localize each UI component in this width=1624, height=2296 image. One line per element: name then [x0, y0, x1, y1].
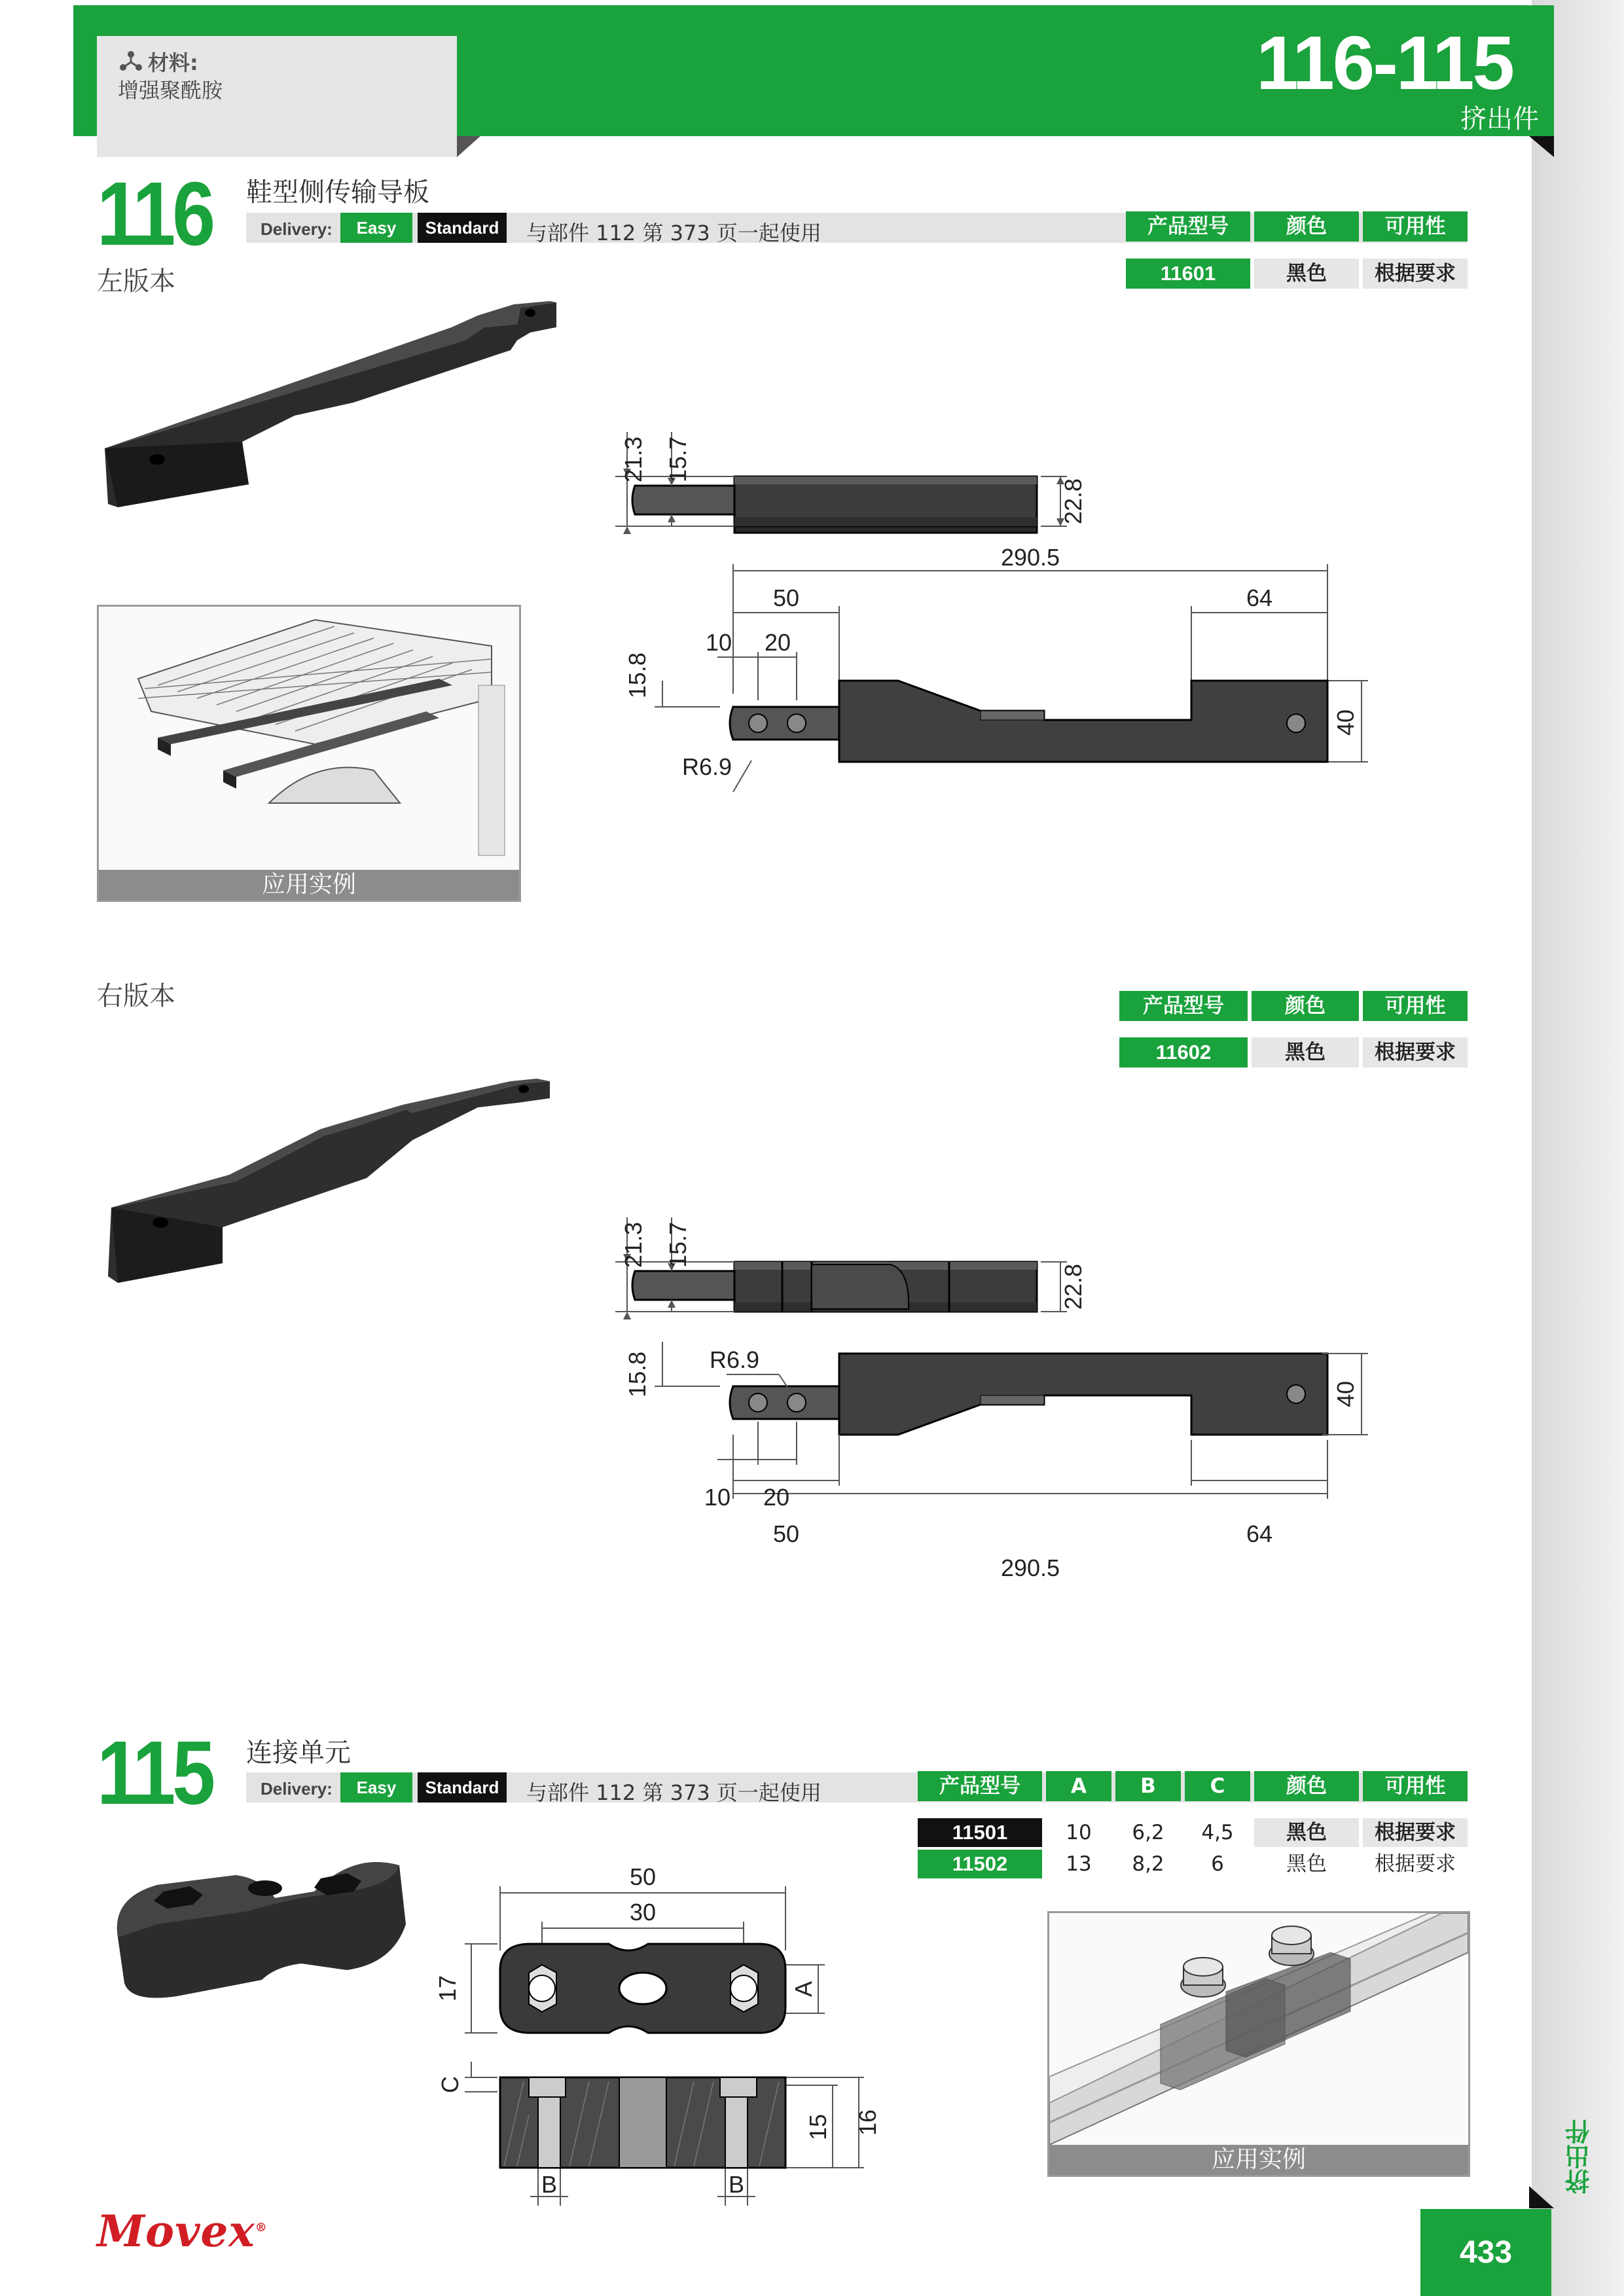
delivery-label: Delivery:	[261, 219, 333, 239]
product-title-115: 连接单元	[246, 1738, 351, 1768]
table115-row2-availability: 根据要求	[1375, 1852, 1456, 1876]
dim-50: 50	[772, 584, 800, 611]
usage-note: 与部件 112 第 373 页一起使用	[526, 221, 821, 245]
application-example-left	[97, 605, 521, 902]
dim115-b-left: B	[541, 2171, 558, 2198]
table-cell-availability: 根据要求	[1363, 259, 1468, 289]
table-cell-availability-right: 根据要求	[1363, 1037, 1468, 1067]
application-example-115	[1047, 1911, 1470, 2177]
material-label: 材料:	[148, 50, 198, 75]
dim-10-right: 10	[704, 1484, 731, 1511]
brand-name: Movex	[97, 2206, 255, 2257]
table115-row1-availability: 根据要求	[1363, 1818, 1468, 1847]
right-sidebar	[1532, 0, 1624, 2296]
dim-15-8: 15.8	[624, 652, 651, 699]
application-illustration-left	[99, 607, 519, 869]
series-title: 116-115	[1256, 20, 1513, 105]
table115-row2-color: 黑色	[1286, 1852, 1327, 1876]
dim115-b-right: B	[728, 2171, 745, 2198]
dim-290-5-right: 290.5	[1000, 1554, 1060, 1581]
application-illustration-115	[1049, 1913, 1468, 2145]
table-header-color: 颜色	[1254, 211, 1359, 242]
table-cell-code-right: 11602	[1119, 1037, 1248, 1067]
delivery-label-115: Delivery:	[261, 1779, 333, 1799]
dim115-17: 17	[434, 1975, 461, 2002]
table115-header-code: 产品型号	[918, 1771, 1042, 1801]
table115-row1-b: 6,2	[1132, 1821, 1164, 1844]
material-box	[97, 36, 457, 157]
dim-64-right: 64	[1246, 1520, 1273, 1547]
product-photo-115	[105, 1839, 412, 2036]
dim-22-8-right: 22.8	[1060, 1263, 1087, 1310]
dim-15-7: 15.7	[664, 436, 691, 483]
table115-row1-color: 黑色	[1254, 1818, 1359, 1847]
product-photo-right	[105, 1067, 563, 1289]
right-version-label: 右版本	[97, 981, 175, 1011]
product-number-115: 115	[97, 1723, 212, 1823]
usage-note-115: 与部件 112 第 373 页一起使用	[526, 1780, 821, 1805]
page-number: 433	[1420, 2209, 1551, 2296]
dim115-30: 30	[629, 1899, 657, 1926]
table115-row1-a: 10	[1066, 1821, 1092, 1844]
table-header-availability-right: 可用性	[1363, 991, 1468, 1021]
dim-21-3: 21.3	[620, 436, 647, 483]
drawing-left-side-view	[615, 393, 1401, 798]
left-version-label: 左版本	[97, 266, 175, 296]
dim-r6-9: R6.9	[681, 753, 732, 780]
dim-10: 10	[705, 629, 732, 656]
table115-header-b: B	[1115, 1771, 1181, 1801]
table115-row1-c: 4,5	[1201, 1821, 1234, 1844]
product-photo-left	[98, 288, 569, 524]
dim-22-8: 22.8	[1060, 478, 1087, 525]
product-number-116: 116	[97, 164, 212, 264]
dim-40-right: 40	[1332, 1380, 1359, 1408]
series-subtitle: 挤出件	[1460, 104, 1539, 134]
dim-20-right: 20	[763, 1484, 790, 1511]
dim115-a: A	[790, 1981, 817, 1998]
dim-15-8-right: 15.8	[624, 1351, 651, 1398]
drawing-right-side-view	[615, 1178, 1401, 1597]
brand-logo: Movex®	[97, 2206, 268, 2257]
drawing-115	[432, 1859, 916, 2212]
dim-15-7-right: 15.7	[664, 1221, 691, 1268]
dim-64: 64	[1246, 584, 1273, 611]
table115-row2-a: 13	[1066, 1852, 1092, 1876]
table115-row2-b: 8,2	[1132, 1852, 1164, 1876]
table-cell-color: 黑色	[1254, 259, 1359, 289]
table115-header-color: 颜色	[1254, 1771, 1359, 1801]
delivery-standard-badge-115: Standard	[418, 1772, 507, 1803]
dim-r6-9-right: R6.9	[709, 1346, 760, 1373]
table115-row2-code: 11502	[918, 1850, 1042, 1878]
delivery-easy-badge-115: Easy	[340, 1772, 412, 1803]
delivery-standard-badge: Standard	[418, 213, 507, 243]
footer-corner	[1529, 2186, 1554, 2208]
table115-header-c: C	[1185, 1771, 1250, 1801]
table-header-color-right: 颜色	[1252, 991, 1359, 1021]
table-cell-color-right: 黑色	[1252, 1037, 1359, 1067]
table115-header-availability: 可用性	[1363, 1771, 1468, 1801]
dim-50-right: 50	[772, 1520, 800, 1547]
header-corner-left	[457, 136, 480, 157]
table115-row2-c: 6	[1211, 1852, 1224, 1876]
dim115-15: 15	[804, 2113, 831, 2141]
dim-40: 40	[1332, 709, 1359, 736]
table115-header-a: A	[1046, 1771, 1111, 1801]
dim-21-3-right: 21.3	[620, 1221, 647, 1268]
header-corner-right	[1529, 136, 1554, 157]
delivery-easy-badge: Easy	[340, 213, 412, 243]
table115-row1-code: 11501	[918, 1818, 1042, 1847]
material-icon	[119, 49, 143, 73]
dim115-16: 16	[854, 2109, 881, 2136]
dim115-c: C	[437, 2076, 463, 2093]
material-value: 增强聚酰胺	[118, 78, 223, 103]
table-header-availability: 可用性	[1363, 211, 1468, 242]
application-caption-left: 应用实例	[99, 870, 519, 900]
dim115-50: 50	[629, 1863, 657, 1890]
dim-290-5: 290.5	[1000, 544, 1060, 571]
side-tab-label: 挤出件	[1565, 2119, 1594, 2194]
table-cell-code: 11601	[1126, 259, 1250, 289]
table-header-code: 产品型号	[1126, 211, 1250, 242]
product-title-116: 鞋型侧传输导板	[246, 177, 429, 207]
dim-20: 20	[764, 629, 791, 656]
table-header-code-right: 产品型号	[1119, 991, 1248, 1021]
application-caption-115: 应用实例	[1049, 2145, 1468, 2175]
